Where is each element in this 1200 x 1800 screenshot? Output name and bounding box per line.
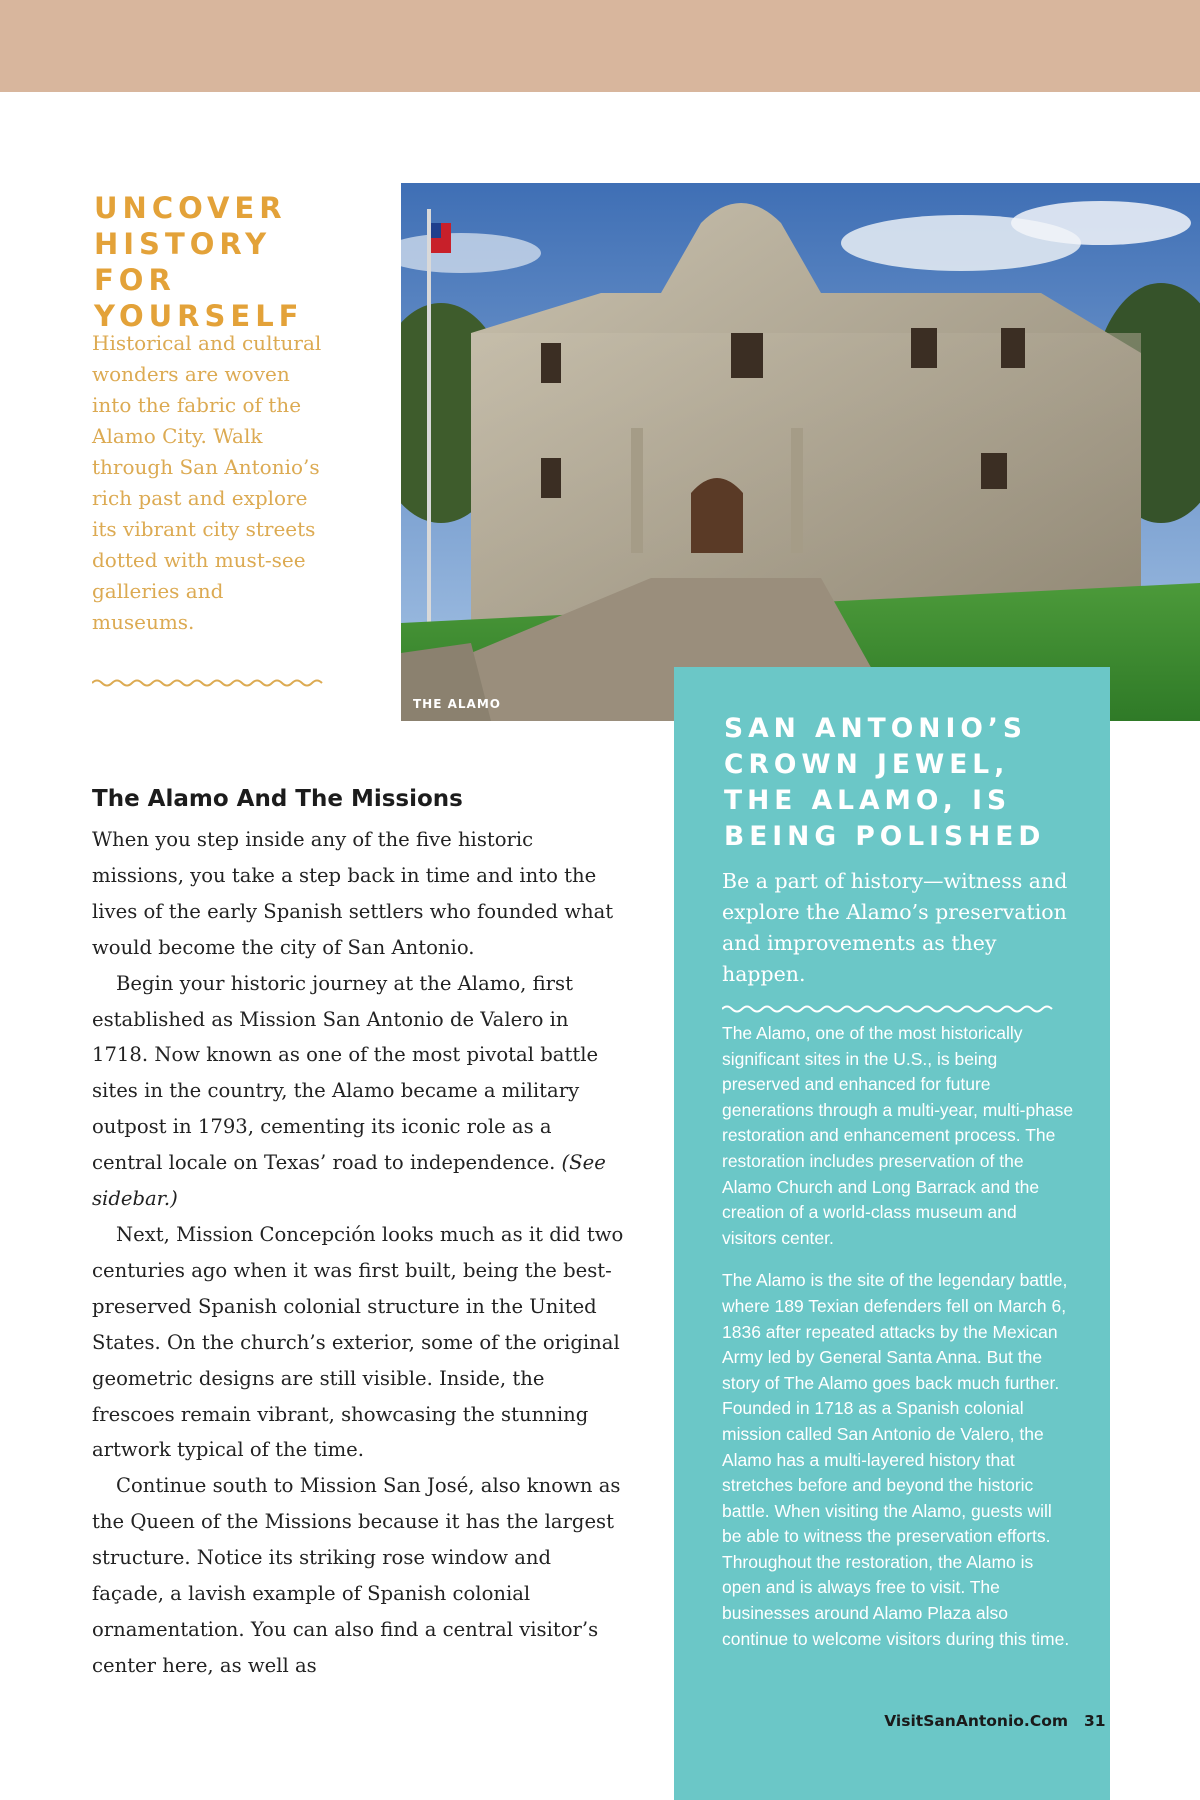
see-sidebar-note: (See sidebar.) <box>92 1151 606 1211</box>
article-body <box>92 822 627 1684</box>
sidebar-panel <box>674 667 1110 1800</box>
article-paragraph: When you step inside any of the five historic missions, you take a step back in time and into the lives of the early Spanish settlers who founded what would become the city of San Antonio. <box>92 828 614 959</box>
article-paragraph: Continue south to Mission San José, also known as the Queen of the Missions because it has the largest structure. Notice its striking rose window and façade, a lavish example of Spanish colonial ornamentation. You can also find a central visitor’s center here, as well as <box>92 1474 621 1677</box>
photo-caption: THE ALAMO <box>413 697 501 711</box>
page-number: 31 <box>1084 1712 1106 1730</box>
wavy-divider <box>722 1002 1058 1016</box>
sidebar-paragraph: The Alamo, one of the most historically significant sites in the U.S., is being preserved and enhanced for future generations through a multi-year, multi-phase restoration and enhancement process. The restoration includes preservation of the Alamo Church and Long Barrack and the creation of a world-class museum and visitors center. <box>722 1023 1074 1248</box>
sidebar-body <box>722 1021 1076 1652</box>
article-paragraph: Next, Mission Concepción looks much as it did two centuries ago when it was first built, being the best-preserved Spanish colonial structure in the United States. On the church’s exterior, some of the original geometric designs are still visible. Inside, the frescoes remain vibrant, showcasing the stunning artwork typical of the time. <box>92 1222 624 1462</box>
article-paragraph-text: Begin your historic journey at the Alamo, first established as Mission San Antonio de Valero in 1718. Now known as one of the most pivotal battle sites in the country, the Alamo became a military outpost in 1793, cementing its iconic role as a central locale on Texas’ road to independence. <box>92 971 599 1175</box>
section-kicker: UNCOVER HISTORY FOR YOURSELF <box>94 191 304 333</box>
sidebar-paragraph: The Alamo is the site of the legendary battle, where 189 Texian defenders fell on March 6, 1836 after repeated attacks by the Mexican Army led by General Santa Anna. But the story of The Alamo goes back much further. Founded in 1718 as a Spanish colonial mission called San Antonio de Valero, the Alamo has a multi-layered history that stretches before and beyond the historic battle. When visiting the Alamo, guests will be able to witness the preservation efforts. Throughout the restoration, the Alamo is open and is always free to visit. The businesses around Alamo Plaza also continue to welcome visitors during this time. <box>722 1270 1070 1649</box>
article-heading: The Alamo And The Missions <box>92 786 463 812</box>
top-color-band <box>0 0 1200 92</box>
intro-text: Historical and cultural wonders are woven into the fabric of the Alamo City. Walk through San Antonio’s rich past and explore its vibrant city streets dotted with must-see galleries and museums. <box>92 331 322 634</box>
article-paragraph <box>92 966 627 1217</box>
sidebar-title: SAN ANTONIO’S CROWN JEWEL, THE ALAMO, IS BEING POLISHED <box>724 713 1046 852</box>
wavy-divider <box>92 676 324 690</box>
sidebar-intro: Be a part of history—witness and explore the Alamo’s preservation and improvements as they happen. <box>722 869 1068 986</box>
footer-url: VisitSanAntonio.Com <box>884 1712 1068 1730</box>
alamo-photo <box>401 183 1200 721</box>
